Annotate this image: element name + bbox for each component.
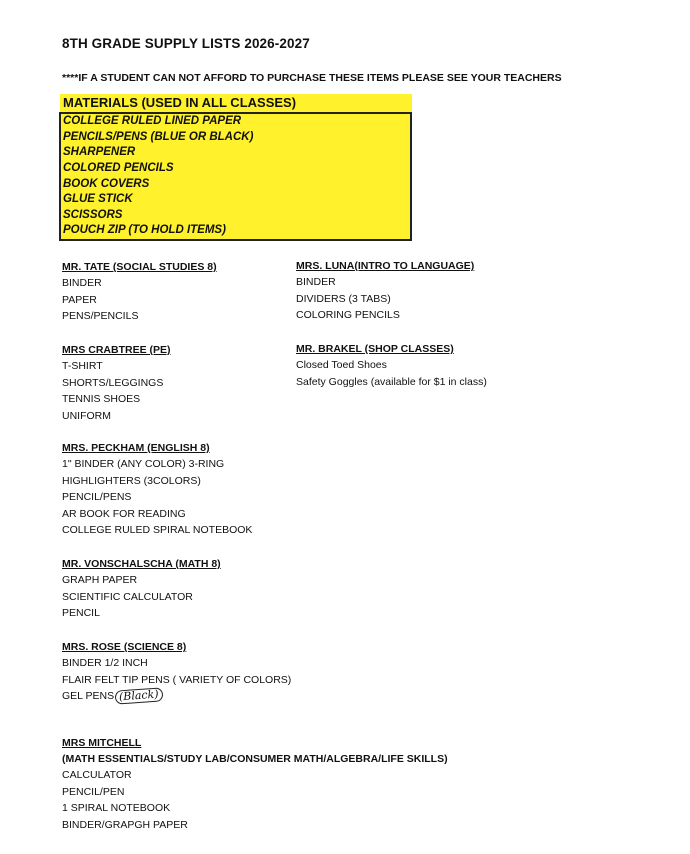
list-item-gel-pens xyxy=(62,688,291,705)
list-item: SCIENTIFIC CALCULATOR xyxy=(62,590,193,603)
section-tate xyxy=(62,259,217,325)
materials-item: GLUE STICK xyxy=(63,193,133,205)
list-item: CALCULATOR xyxy=(62,769,132,781)
materials-item: SHARPENER xyxy=(63,146,136,158)
section-heading: MRS. ROSE (SCIENCE 8) xyxy=(62,641,187,653)
section-heading: MRS MITCHELL xyxy=(62,737,142,749)
section-luna xyxy=(296,258,474,324)
list-item: 1" BINDER (ANY COLOR) 3-RING xyxy=(62,458,225,470)
page-title: 8TH GRADE SUPPLY LISTS 2026-2027 xyxy=(62,36,310,51)
list-item: BINDER/GRAPGH PAPER xyxy=(62,818,188,831)
section-crabtree xyxy=(62,342,171,424)
list-item: HIGHLIGHTERS (3COLORS) xyxy=(62,474,201,487)
list-item: UNIFORM xyxy=(62,409,111,422)
materials-item: SCISSORS xyxy=(63,209,123,221)
materials-item: POUCH ZIP (TO HOLD ITEMS) xyxy=(63,224,226,236)
list-item: GRAPH PAPER xyxy=(62,574,138,586)
list-item: FLAIR FELT TIP PENS ( VARIETY OF COLORS) xyxy=(62,673,292,686)
list-item: T-SHIRT xyxy=(62,360,103,372)
list-item: AR BOOK FOR READING xyxy=(62,507,186,520)
handwritten-note: (Black) xyxy=(115,687,163,704)
section-heading: MRS. PECKHAM (ENGLISH 8) xyxy=(62,442,210,454)
materials-header xyxy=(60,94,412,113)
section-rose xyxy=(62,639,291,705)
materials-header-text: MATERIALS (USED IN ALL CLASSES) xyxy=(63,95,297,110)
materials-item: PENCILS/PENS (BLUE OR BLACK) xyxy=(63,131,254,143)
list-item: COLLEGE RULED SPIRAL NOTEBOOK xyxy=(62,524,253,536)
materials-list xyxy=(59,112,412,241)
list-item: BINDER 1/2 INCH xyxy=(62,657,148,669)
section-heading: MR. BRAKEL (SHOP CLASSES) xyxy=(296,343,454,355)
list-item: SHORTS/LEGGINGS xyxy=(62,376,164,389)
list-item: PENS/PENCILS xyxy=(62,310,139,322)
section-peckham xyxy=(62,440,252,539)
list-item: 1 SPIRAL NOTEBOOK xyxy=(62,802,171,814)
list-item: BINDER xyxy=(296,276,336,288)
section-brakel xyxy=(296,341,487,390)
section-mitchell xyxy=(62,735,448,833)
list-item: BINDER xyxy=(62,277,102,289)
list-item: PENCIL xyxy=(62,607,100,619)
materials-item: BOOK COVERS xyxy=(63,178,150,190)
section-heading: MR. VONSCHALSCHA (MATH 8) xyxy=(62,558,221,570)
list-item: DIVIDERS (3 TABS) xyxy=(296,292,391,305)
section-heading: MRS CRABTREE (PE) xyxy=(62,344,171,356)
section-heading: MR. TATE (SOCIAL STUDIES 8) xyxy=(62,261,217,273)
list-item: COLORING PENCILS xyxy=(296,309,400,321)
list-item: Safety Goggles (available for $1 in class) xyxy=(296,375,487,388)
list-item: Closed Toed Shoes xyxy=(296,359,387,371)
section-vonschalscha xyxy=(62,556,221,622)
materials-item: COLORED PENCILS xyxy=(63,162,174,174)
section-subheading: (MATH ESSENTIALS/STUDY LAB/CONSUMER MATH/ALGEBRA/LIFE SKILLS) xyxy=(62,753,448,765)
list-item-text: GEL PENS xyxy=(62,690,115,702)
list-item: PAPER xyxy=(62,293,97,306)
affordability-note: ****IF A STUDENT CAN NOT AFFORD TO PURCHASE THESE ITEMS PLEASE SEE YOUR TEACHERS xyxy=(62,72,562,84)
materials-item: COLLEGE RULED LINED PAPER xyxy=(63,115,242,127)
list-item: TENNIS SHOES xyxy=(62,393,141,405)
list-item: PENCIL/PEN xyxy=(62,785,125,798)
list-item: PENCIL/PENS xyxy=(62,491,132,503)
section-heading: MRS. LUNA(INTRO TO LANGUAGE) xyxy=(296,260,475,272)
